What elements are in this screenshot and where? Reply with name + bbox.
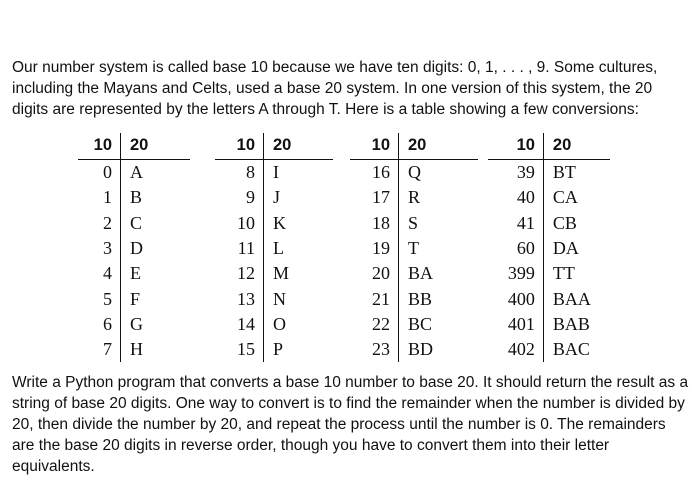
base-10-value: 12: [215, 261, 264, 286]
table-row: [488, 160, 610, 186]
base-20-value: R: [408, 187, 421, 208]
table-header-row: [215, 133, 333, 160]
base-10-value: 41: [488, 211, 543, 236]
base-10-value: 21: [350, 286, 399, 311]
table-row: [215, 211, 333, 236]
header-base-20: 20: [399, 133, 479, 160]
base-10-value: 17: [350, 185, 399, 210]
table-row: [350, 261, 478, 286]
conversion-table-1: [78, 133, 190, 362]
base-10-value: 5: [78, 286, 121, 311]
base-10-value: 14: [215, 312, 264, 337]
table-row: [488, 337, 610, 362]
base-20-value: B: [130, 187, 143, 208]
table-row: [78, 160, 190, 186]
base-20-value: C: [130, 212, 143, 233]
base-20-value: G: [130, 313, 143, 334]
base-10-value: 0: [78, 160, 121, 186]
base-10-value: 15: [215, 337, 264, 362]
table-row: [215, 185, 333, 210]
base-20-value: L: [273, 238, 284, 259]
base-10-value: 401: [488, 312, 543, 337]
table-header-row: [78, 133, 190, 160]
table-row: [350, 185, 478, 210]
table-row: [78, 312, 190, 337]
base-20-value: DA: [552, 238, 579, 259]
base-20-value: BAC: [552, 339, 590, 360]
table-row: [350, 211, 478, 236]
base-10-value: 13: [215, 286, 264, 311]
base-20-value: M: [273, 263, 290, 284]
base-10-value: 6: [78, 312, 121, 337]
base-20-value: D: [130, 238, 143, 259]
base-10-value: 1: [78, 185, 121, 210]
table-row: [350, 236, 478, 261]
base-10-value: 40: [488, 185, 543, 210]
base-10-value: 23: [350, 337, 399, 362]
task-paragraph: Write a Python program that converts a base 10 number to base 20. It should return the result as a string of base 20 digits. One way to convert is to find the remainder when the number is divided by 20, then divide the number by 20, and repeat the process until the number is 0. The remainders are the base 20 digits in reverse order, though you have to convert them into their letter equivalents.: [12, 374, 689, 475]
conversion-table-3: [350, 133, 478, 362]
table-row: [215, 286, 333, 311]
base-20-value: F: [130, 288, 141, 309]
base-10-value: 20: [350, 261, 399, 286]
base-10-value: 399: [488, 261, 543, 286]
base-10-value: 3: [78, 236, 121, 261]
header-base-10: 10: [350, 133, 399, 160]
header-base-10: 10: [488, 133, 543, 160]
base-10-value: 11: [215, 236, 264, 261]
base-10-value: 7: [78, 337, 121, 362]
base-10-value: 4: [78, 261, 121, 286]
base-20-value: BT: [552, 162, 576, 183]
table-row: [78, 337, 190, 362]
table-row: [78, 261, 190, 286]
table-header-row: [350, 133, 478, 160]
base-10-value: 39: [488, 160, 543, 186]
table-row: [488, 185, 610, 210]
table-row: [488, 261, 610, 286]
table-row: [78, 185, 190, 210]
base-10-value: 10: [215, 211, 264, 236]
table-row: [215, 160, 333, 186]
header-base-10: 10: [215, 133, 264, 160]
table-row: [215, 312, 333, 337]
base-10-value: 16: [350, 160, 399, 186]
base-10-value: 18: [350, 211, 399, 236]
table-row: [350, 312, 478, 337]
table-row: [78, 211, 190, 236]
base-20-value: A: [130, 162, 143, 183]
base-20-value: T: [408, 238, 419, 259]
base-10-value: 22: [350, 312, 399, 337]
base-20-value: P: [273, 339, 284, 360]
intro-paragraph: Our number system is called base 10 because we have ten digits: 0, 1, . . . , 9. Some cultures, including the Mayans and Celts, used a base 20 system. In one version of this system, the 20 digits are represented by the letters A through T. Here is a table showing a few conversions:: [12, 59, 658, 118]
base-20-value: CA: [552, 187, 578, 208]
conversion-tables: [70, 133, 610, 363]
base-10-value: 19: [350, 236, 399, 261]
base-20-value: O: [273, 313, 286, 334]
base-20-value: I: [273, 162, 279, 183]
table-row: [488, 211, 610, 236]
base-10-value: 400: [488, 286, 543, 311]
conversion-table-4: [488, 133, 610, 362]
conversion-table-2: [215, 133, 333, 362]
base-10-value: 9: [215, 185, 264, 210]
base-10-value: 402: [488, 337, 543, 362]
base-20-value: BC: [408, 313, 433, 334]
base-20-value: BA: [408, 263, 434, 284]
base-20-value: BB: [408, 288, 433, 309]
table-row: [488, 312, 610, 337]
header-base-20: 20: [264, 133, 334, 160]
table-row: [488, 236, 610, 261]
header-base-20: 20: [121, 133, 191, 160]
base-20-value: BAB: [552, 313, 590, 334]
table-header-row: [488, 133, 610, 160]
header-base-10: 10: [78, 133, 121, 160]
table-row: [350, 286, 478, 311]
table-row: [215, 337, 333, 362]
base-20-value: CB: [552, 212, 577, 233]
table-row: [215, 236, 333, 261]
base-20-value: N: [273, 288, 286, 309]
table-row: [350, 337, 478, 362]
base-20-value: H: [130, 339, 143, 360]
table-row: [488, 286, 610, 311]
base-10-value: 60: [488, 236, 543, 261]
base-20-value: Q: [408, 162, 421, 183]
base-20-value: S: [408, 212, 419, 233]
base-20-value: K: [273, 212, 286, 233]
base-10-value: 2: [78, 211, 121, 236]
table-row: [350, 160, 478, 186]
base-20-value: BD: [408, 339, 434, 360]
table-row: [215, 261, 333, 286]
base-20-value: TT: [552, 263, 575, 284]
header-base-20: 20: [543, 133, 610, 160]
base-10-value: 8: [215, 160, 264, 186]
base-20-value: BAA: [552, 288, 591, 309]
base-20-value: E: [130, 263, 141, 284]
table-row: [78, 236, 190, 261]
table-row: [78, 286, 190, 311]
base-20-value: J: [273, 187, 281, 208]
